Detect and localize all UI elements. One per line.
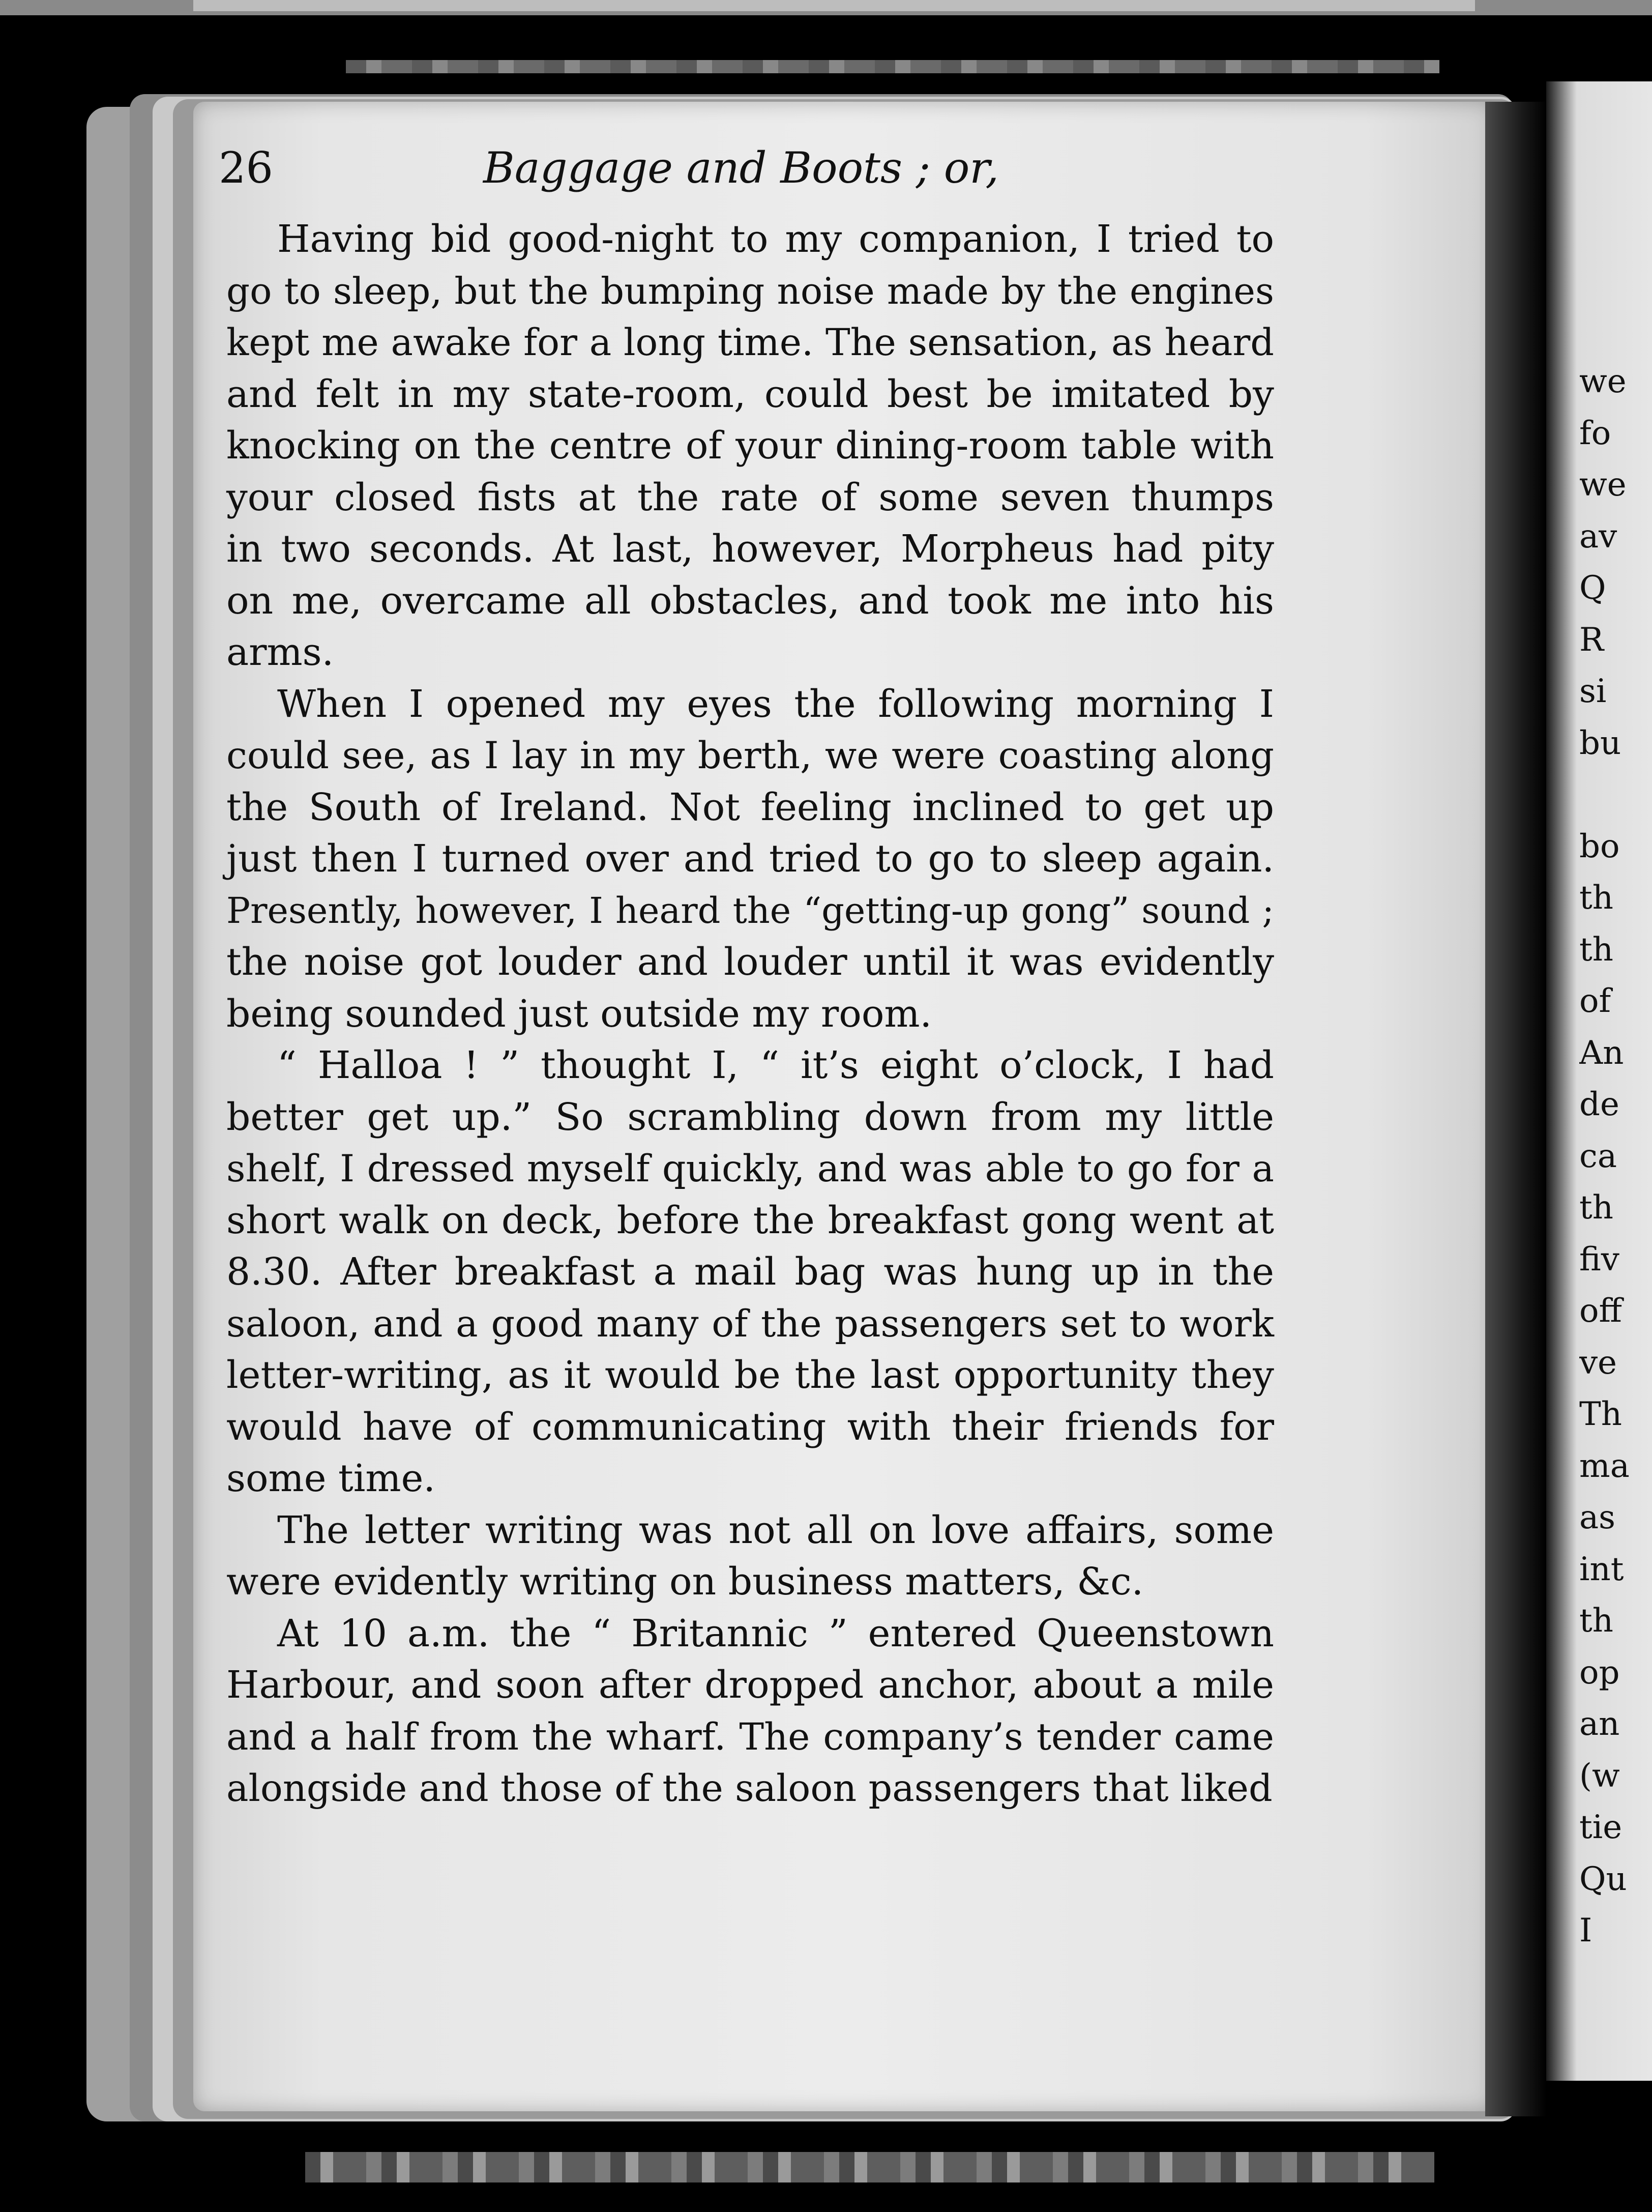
facing-page-fragment: Q bbox=[1579, 569, 1606, 607]
facing-page-fragment: si bbox=[1579, 673, 1607, 710]
text-line: short walk on deck, before the breakfast gong went at bbox=[226, 1198, 1274, 1242]
facing-page-fragment: an bbox=[1579, 1705, 1620, 1743]
text-line: on me, overcame all obstacles, and took me into his bbox=[226, 578, 1274, 623]
text-line: just then I turned over and tried to go to sleep again. bbox=[226, 837, 1274, 881]
text-line: were evidently writing on business matters, &c. bbox=[226, 1560, 1144, 1604]
text-line: At 10 a.m. the “ Britannic ” entered Queenstown bbox=[277, 1611, 1274, 1655]
facing-page-fragment: Qu bbox=[1579, 1860, 1627, 1898]
previous-frame-page-edge bbox=[193, 0, 1475, 11]
facing-page-fragment: (w bbox=[1579, 1757, 1620, 1795]
book-gutter bbox=[1485, 102, 1546, 2116]
facing-page-fragment: R bbox=[1579, 621, 1604, 659]
text-line: alongside and those of the saloon passengers that liked bbox=[226, 1767, 1273, 1810]
text-line: could see, as I lay in my berth, we were coasting along bbox=[226, 734, 1274, 777]
paragraph bbox=[226, 1040, 1274, 1505]
page-body-text bbox=[226, 214, 1274, 1815]
paragraph bbox=[226, 214, 1274, 679]
facing-page-fragment: fiv bbox=[1579, 1240, 1619, 1278]
facing-page-fragment: av bbox=[1579, 517, 1617, 556]
text-line: When I opened my eyes the following morning I bbox=[277, 682, 1274, 726]
facing-page-fragment: th bbox=[1579, 1602, 1613, 1640]
page-edge-bottom bbox=[305, 2152, 1434, 2182]
facing-page-fragment: de bbox=[1579, 1086, 1619, 1123]
text-line: go to sleep, but the bumping noise made by the engines bbox=[226, 269, 1274, 312]
facing-page-fragment: as bbox=[1579, 1499, 1615, 1536]
running-head-title: Baggage and Boots ; or, bbox=[483, 143, 999, 193]
facing-page-fragment: fo bbox=[1579, 414, 1611, 452]
facing-page-text-fragments bbox=[1579, 356, 1652, 1957]
text-line: and a half from the wharf. The company’s tender came bbox=[226, 1715, 1274, 1759]
facing-page-fragment: th bbox=[1579, 1189, 1613, 1227]
text-line: some time. bbox=[226, 1457, 435, 1500]
text-line: your closed fists at the rate of some seven thumps bbox=[226, 475, 1274, 519]
facing-page-fragment: An bbox=[1579, 1034, 1624, 1072]
facing-page-fragment: th bbox=[1579, 879, 1613, 917]
text-line: and felt in my state-room, could best be imitated by bbox=[226, 372, 1274, 416]
text-line: Having bid good-night to my companion, I tried to bbox=[277, 217, 1274, 261]
text-line: in two seconds. At last, however, Morpheus had pity bbox=[226, 527, 1274, 571]
page-edge-top bbox=[346, 60, 1439, 73]
facing-page-fragment: op bbox=[1579, 1653, 1620, 1692]
facing-page-fragment: th bbox=[1579, 930, 1613, 969]
paragraph bbox=[226, 1505, 1274, 1608]
text-line: the South of Ireland. Not feeling inclined to get up bbox=[226, 785, 1274, 829]
facing-page-fragment bbox=[1579, 769, 1652, 821]
text-line: Harbour, and soon after dropped anchor, about a mile bbox=[226, 1663, 1274, 1707]
text-line: kept me awake for a long time. The sensation, as heard bbox=[226, 321, 1274, 364]
facing-page-fragment: we bbox=[1579, 363, 1627, 400]
text-line: being sounded just outside my room. bbox=[226, 992, 932, 1036]
text-line: the noise got louder and louder until it was evidently bbox=[226, 940, 1274, 984]
text-line: 8.30. After breakfast a mail bag was hung up in the bbox=[226, 1250, 1274, 1294]
facing-page-fragment: I bbox=[1579, 1912, 1592, 1949]
running-head bbox=[219, 140, 1032, 196]
facing-page-fragment: tie bbox=[1579, 1809, 1622, 1846]
page-number: 26 bbox=[219, 143, 273, 193]
facing-page-fragment: bu bbox=[1579, 724, 1621, 762]
facing-page-fragment: ve bbox=[1579, 1344, 1617, 1382]
facing-page-fragment: bo bbox=[1579, 827, 1620, 865]
text-line: better get up.” So scrambling down from my little bbox=[226, 1095, 1274, 1139]
facing-page-fragment: ca bbox=[1579, 1137, 1617, 1175]
text-line: would have of communicating with their friends for bbox=[226, 1405, 1274, 1449]
facing-page-fragment: int bbox=[1579, 1550, 1624, 1588]
text-line: letter-writing, as it would be the last opportunity they bbox=[226, 1353, 1274, 1397]
text-line: The letter writing was not all on love affairs, some bbox=[277, 1508, 1274, 1552]
text-line: arms. bbox=[226, 630, 334, 674]
facing-page-fragment: we bbox=[1579, 466, 1627, 504]
text-line: “ Halloa ! ” thought I, “ it’s eight o’clock, I had bbox=[277, 1043, 1274, 1087]
facing-page-fragment: off bbox=[1579, 1292, 1622, 1330]
text-line: Presently, however, I heard the “getting-up gong” sound ; bbox=[226, 889, 1274, 932]
text-line: saloon, and a good many of the passengers set to work bbox=[226, 1302, 1274, 1346]
facing-page-fragment: Th bbox=[1579, 1395, 1622, 1433]
paragraph bbox=[226, 1608, 1274, 1815]
text-line: knocking on the centre of your dining-room table with bbox=[226, 424, 1274, 468]
previous-frame-edge bbox=[0, 0, 1652, 15]
paragraph bbox=[226, 679, 1274, 1040]
facing-page-fragment: of bbox=[1579, 982, 1611, 1020]
facing-page-fragment: ma bbox=[1579, 1447, 1630, 1485]
text-line: shelf, I dressed myself quickly, and was able to go for a bbox=[226, 1147, 1274, 1190]
